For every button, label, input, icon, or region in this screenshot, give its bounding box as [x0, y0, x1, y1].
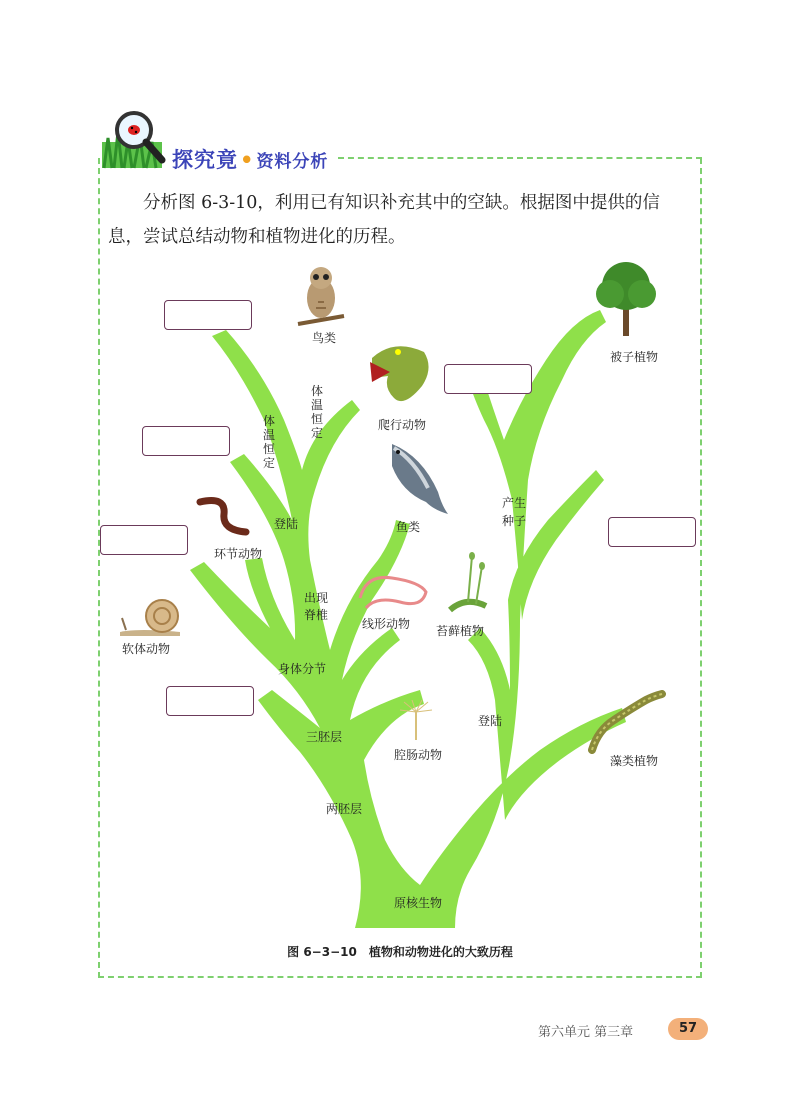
blank-box-upper-left[interactable]: [142, 426, 230, 456]
label-algae: 藻类植物: [610, 754, 659, 768]
intro-paragraph: 分析图 6-3-10，利用已有知识补充其中的空缺。根据图中提供的信息，尝试总结动物和植物进化的历程。: [108, 193, 660, 247]
snail-icon: [118, 598, 184, 636]
blank-box-lower-left[interactable]: [166, 686, 254, 716]
label-constant-temp-right: 体温恒定: [310, 384, 323, 440]
label-land-plant: 登陆: [478, 714, 503, 728]
blank-box-mid-left[interactable]: [100, 525, 188, 555]
label-coelenterate: 腔肠动物: [394, 748, 443, 762]
label-angiosperm: 被子植物: [610, 350, 659, 364]
label-constant-temp-left: 体温恒定: [262, 414, 275, 470]
label-bird: 鸟类: [312, 331, 337, 345]
label-trunk: 原核生物: [394, 896, 443, 910]
label-nematode: 线形动物: [362, 617, 411, 631]
moss-icon: [446, 552, 490, 614]
fish-icon: [382, 436, 452, 518]
label-seed: 产生 种子: [502, 496, 527, 528]
label-three-germ-layer: 三胚层: [306, 730, 343, 744]
label-fish: 鱼类: [396, 520, 421, 534]
label-body-segmented: 身体分节: [278, 662, 327, 676]
label-annelid: 环节动物: [214, 547, 263, 561]
figure-caption: 图 6−3−10 植物和动物进化的大致历程: [287, 945, 513, 959]
label-moss: 苔藓植物: [436, 624, 485, 638]
label-land-animal: 登陆: [274, 517, 299, 531]
chapter-label: 第六单元 第三章: [538, 1025, 634, 1040]
nematode-icon: [356, 568, 430, 612]
hydra-icon: [398, 700, 434, 742]
owl-icon: [296, 262, 346, 330]
label-reptile: 爬行动物: [378, 418, 427, 432]
page-number: 57: [668, 1018, 708, 1040]
blank-box-top-right[interactable]: [444, 364, 532, 394]
earthworm-icon: [196, 494, 252, 538]
section-title: 探究竟• 资料分析: [172, 148, 329, 172]
tree-icon: [590, 258, 664, 338]
label-spine: 出现 脊椎: [304, 591, 329, 622]
label-mollusk: 软体动物: [122, 642, 171, 656]
crocodile-icon: [364, 338, 436, 412]
blank-box-mid-right[interactable]: [608, 517, 696, 547]
label-two-germ-layer: 两胚层: [326, 802, 363, 816]
blank-box-top-left[interactable]: [164, 300, 252, 330]
algae-icon: [588, 690, 666, 754]
